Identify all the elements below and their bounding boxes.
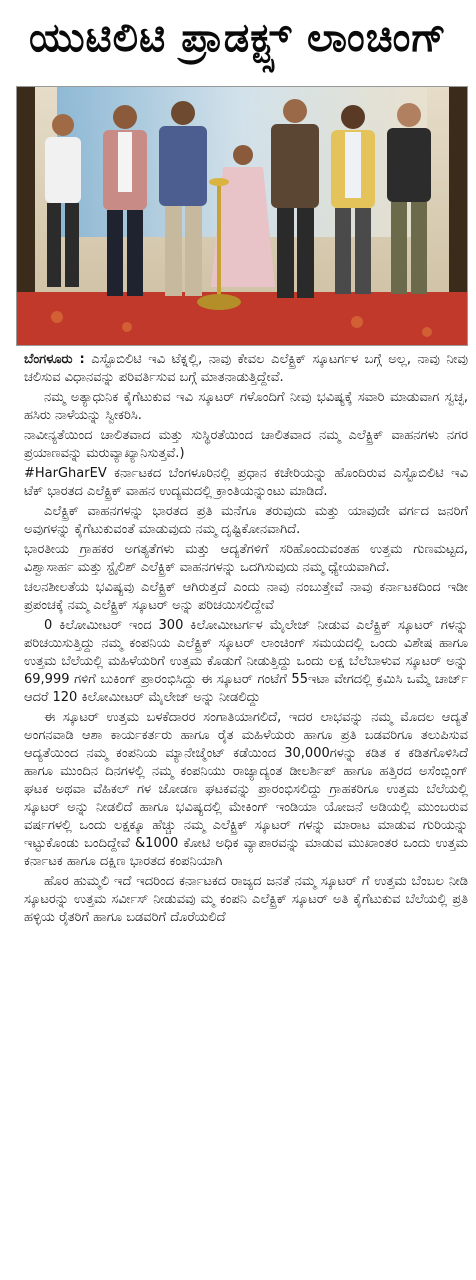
article-paragraph-9: ಈ ಸ್ಕೂಟರ್ ಉತ್ತಮ ಬಳಕೆದಾರರ ಸಂಗಾತಿಯಾಗಲಿದೆ, ಇದರ ಲಾಭವನ್ನು ನಮ್ಮ ಮೊದಲ ಆದ್ಯತೆ ಅಂಗನವಾಡಿ ಆಶಾ ಕಾರ್ಯಕರ್ತರು ಹಾಗೂ ರೈತ ಮಹಿಳೆಯರು ಹಾಗೂ ಪ್ರತಿ ಬಡವರಿಗೂ ತಲುಪಿಸುವ ಆದ್ಯತೆಯಿಂದ ನಮ್ಮ ಕಂಪನಿಯ ಮ್ಯಾನೇಜ್ಮೆಂಟ್ ಕಡೆಯಿಂದ 30,000ಗಳನ್ನು ಕಡಿತ ಕ ಕಡಿತಗೊಳಿಸಿದೆ ಹಾಗೂ ಮುಂದಿನ ದಿನಗಳಲ್ಲಿ ನಮ್ಮ ಕಂಪನಿಯು ರಾಜ್ಯಾದ್ಯಂತ ಡೀಲರ್ಶಿಪ್ ಹಾಗೂ ಹತ್ತಿರದ ಅಸೆಂಬ್ಲಿಂಗ್ ಘಟಕ ಅಥವಾ ವೆಹಿಕಲ್ ಗಳ ಜೋಡಣ ಘಟಕವನ್ನು ಪ್ರಾರಂಭಿಸಲಿದ್ದು ಗ್ರಾಹಕರಿಗೂ ಉತ್ತಮ ಬೆಲೆಯಲ್ಲಿ ಸ್ಕೂಟರ್ ಅನ್ನು ನೀಡಲಿದೆ ಹಾಗೂ ಭವಿಷ್ಯದಲ್ಲಿ ಮೇಕಿಂಗ್ ಇಂಡಿಯಾ ಯೋಜನೆ ಅಡಿಯಲ್ಲಿ ಮುಂಬರುವ ವರ್ಷಗಳಲ್ಲಿ ಒಂದು ಲಕ್ಷಕ್ಕೂ ಹೆಚ್ಚು ನಮ್ಮ ಎಲೆಕ್ಟ್ರಿಕ್ ಸ್ಕೂಟರ್ ಗಳನ್ನು ಮಾರಾಟ ಮಾಡುವ ಗುರಿಯನ್ನು ಇಟ್ಟುಕೊಂಡು ಬಂದಿದ್ದೇವೆ &1000 ಕೋಟಿ ಅಧಿಕ ವ್ಯಾಪಾರವನ್ನು ಮಾಡುವ ಮುಖಾಂತರ ಒಂದು ಉತ್ತಮ ಕರ್ನಾಟಕ ಹಾಗೂ ದಕ್ಷಿಣ ಭಾರತದ ಕಂಪನಿಯಾಗಿ: [24, 710, 468, 869]
headline: ಯುಟಿಲಿಟಿ ಪ್ರಾಡಕ್ಟ್ಸ್ ಲಾಂಚಿಂಗ್: [29, 15, 447, 61]
event-photo: [16, 86, 468, 346]
article-body: [24, 351, 468, 1276]
article-paragraph-3: ನಾವೀನ್ಯತೆಯಿಂದ ಚಾಲಿತವಾದ ಮತ್ತು ಸುಸ್ಥಿರತೆಯಿಂದ ಚಾಲಿತವಾದ ನಮ್ಮ ಎಲೆಕ್ಟ್ರಿಕ್ ವಾಹನಗಳು ನಗರ ಪ್ರಯಾಣವನ್ನು ಮರುವ್ಯಾಖ್ಯಾನಿಸುತ್ತವೆ.): [24, 428, 468, 461]
article-paragraph-7: ಚಲನಶೀಲತೆಯ ಭವಿಷ್ಯವು ಎಲೆಕ್ಟ್ರಿಕ್ ಆಗಿರುತ್ತದೆ ಎಂದು ನಾವು ನಂಬುತ್ತೇವೆ ನಾವು ಕರ್ನಾಟಕದಿಂದ ಇಡೀ ಪ್ರಪಂಚಕ್ಕೆ ನಮ್ಮ ಎಲೆಕ್ಟ್ರಿಕ್ ಸ್ಕೂಟರ್ ಅನ್ನು ಪರಿಚಯಿಸಲಿದ್ದೇವೆ: [24, 580, 468, 613]
dateline: ಬೆಂಗಳೂರು :: [24, 352, 85, 367]
article-paragraph-5: ಎಲೆಕ್ಟ್ರಿಕ್ ವಾಹನಗಳನ್ನು ಭಾರತದ ಪ್ರತಿ ಮನೆಗೂ ತರುವುದು ಮತ್ತು ಯಾವುದೇ ವರ್ಗದ ಜನರಿಗೆ ಅವುಗಳನ್ನು ಕೈಗೆಟುಕುವಂತೆ ಮಾಡುವುದು ನಮ್ಮ ದೃಷ್ಟಿಕೋನವಾಗಿದೆ.: [24, 504, 468, 537]
article-paragraph-6: ಭಾರತೀಯ ಗ್ರಾಹಕರ ಅಗತ್ಯತೆಗಳು ಮತ್ತು ಆದ್ಯತೆಗಳಿಗೆ ಸರಿಹೊಂದುವಂತಹ ಉತ್ತಮ ಗುಣಮಟ್ಟದ, ವಿಶ್ವಾಸಾರ್ಹ ಮತ್ತು ಸ್ಟೈಲಿಶ್ ಎಲೆಕ್ಟ್ರಿಕ್ ವಾಹನಗಳನ್ನು ಒದಗಿಸುವುದು ನಮ್ಮ ಧ್ಯೇಯವಾಗಿದೆ.: [24, 542, 468, 575]
article-paragraph-4: #HarGharEV ಕರ್ನಾಟಕದ ಬೆಂಗಳೂರಿನಲ್ಲಿ ಪ್ರಧಾನ ಕಚೇರಿಯನ್ನು ಹೊಂದಿರುವ ಎಸ್ಟೊಬಿಲಿಟಿ ಇವಿ ಟೆಕ್ ಭಾರತದ ಎಲೆಕ್ಟ್ರಿಕ್ ವಾಹನ ಉದ್ಯಮದಲ್ಲಿ ಕ್ರಾಂತಿಯನ್ನುಂಟು ಮಾಡಿದೆ.: [24, 466, 468, 499]
article-paragraph-1: [24, 351, 468, 387]
article-paragraph-2: ನಮ್ಮ ಅತ್ಯಾಧುನಿಕ ಕೈಗೆಟುಕುವ ಇವಿ ಸ್ಕೂಟರ್ ಗಳೊಂದಿಗೆ ನೀವು ಭವಿಷ್ಯಕ್ಕೆ ಸವಾರಿ ಮಾಡುವಾಗ ಸ್ವಚ್ಛ, ಹಸಿರು ನಾಳೆಯನ್ನು ಸ್ವೀಕರಿಸಿ.: [24, 390, 468, 423]
article-text-1: ಎಸ್ಟೊಬಿಲಿಟಿ ಇವಿ ಟೆಕ್ನಲ್ಲಿ, ನಾವು ಕೇವಲ ಎಲೆಕ್ಟ್ರಿಕ್ ಸ್ಕೂಟರ್ಗಳ ಬಗ್ಗೆ ಅಲ್ಲ, ನಾವು ನೀವು ಚಲಿಸುವ ವಿಧಾನವನ್ನು ಪರಿವರ್ತಿಸುವ ಬಗ್ಗೆ ಮಾತನಾಡುತ್ತಿದ್ದೇವೆ.: [24, 352, 468, 385]
article-paragraph-8: 0 ಕಿಲೋಮೀಟರ್ ಇಂದ 300 ಕಿಲೋಮೀಟರ್ಗಳ ಮೈಲೇಜ್ ನೀಡುವ ಎಲೆಕ್ಟ್ರಿಕ್ ಸ್ಕೂಟರ್ ಗಳನ್ನು ಪರಿಚಯಿಸುತ್ತಿದ್ದು ನಮ್ಮ ಕಂಪನಿಯ ಎಲೆಕ್ಟ್ರಿಕ್ ಸ್ಕೂಟರ್ ಲಾಂಚಿಂಗ್ ಸಮಯದಲ್ಲಿ ಒಂದು ವಿಶೇಷ ಹಾಗೂ ಉತ್ತಮ ಬೆಲೆಯಲ್ಲಿ ಮಹಿಳೆಯರಿಗೆ ಉತ್ತಮ ಕೊಡುಗೆ ನೀಡುತ್ತಿದ್ದು ಒಂದು ಲಕ್ಷ ಬೆಲೆಬಾಳುವ ಸ್ಕೂಟರ್ ಅನ್ನು 69,999 ಗಳಿಗೆ ಬುಕಿಂಗ್ ಪ್ರಾರಂಭಿಸಿದ್ದು ಈ ಸ್ಕೂಟರ್ ಗಂಟೆಗೆ 55ಇಟಾ ವೇಗದಲ್ಲಿ ಕ್ರಮಿಸಿ ಒಮ್ಮೆ ಚಾರ್ಜ್ ಆದರೆ 120 ಕಿಲೋಮೀಟರ್ ಮೈಲೇಜ್ ಅನ್ನು ನೀಡಲಿದ್ದು: [24, 618, 468, 705]
article-paragraph-10: ಹೊರ ಹುಮ್ಮಲಿ ಇದೆ ಇದರಿಂದ ಕರ್ನಾಟಕದ ರಾಜ್ಯದ ಜನತೆ ನಮ್ಮ ಸ್ಕೂಟರ್ ಗೆ ಉತ್ತಮ ಬೆಂಬಲ ನೀಡಿ ಸ್ಕೂಟರನ್ನು ಉತ್ತಮ ಸರ್ವೀಸ್ ನೀಡುವವು ಮ್ಮ ಕಂಪನಿ ಎಲೆಕ್ಟ್ರಿಕ್ ಸ್ಕೂಟರ್ ಅತಿ ಕೈಗೆಟುಕುವ ಬೆಲೆಯಲ್ಲಿ ಪ್ರತಿ ಹಳ್ಳಿಯ ರೈತರಿಗೆ ಹಾಗೂ ಬಡವರಿಗೆ ದೊರೆಯಲಿದೆ: [24, 874, 468, 925]
event-photo-illustration: [17, 87, 467, 345]
red-carpet: [17, 292, 467, 345]
